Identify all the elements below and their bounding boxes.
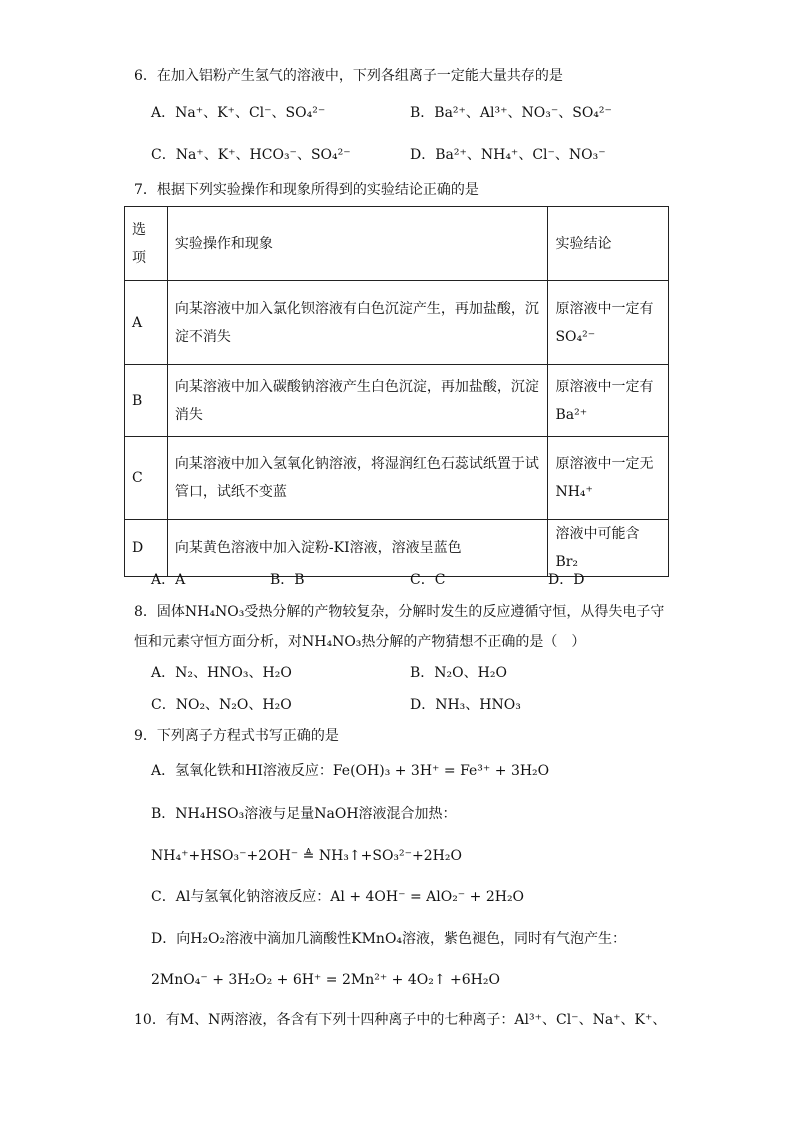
table-row <box>125 365 669 437</box>
row-option: D <box>125 520 168 577</box>
q8-stem-line1: 8．固体NH₄NO₃受热分解的产物较复杂，分解时发生的反应遵循守恒，从得失电子守 <box>134 604 665 620</box>
row-conclusion: 溶液中可能含Br₂ <box>548 520 669 577</box>
q7-experiment-table <box>124 206 669 577</box>
q9-option-d: D．向H₂O₂溶液中滴加几滴酸性KMnO₄溶液，紫色褪色，同时有气泡产生： <box>151 931 627 947</box>
q6-option-d: D．Ba²⁺、NH₄⁺、Cl⁻、NO₃⁻ <box>410 147 606 163</box>
q9-stem: 9．下列离子方程式书写正确的是 <box>134 728 339 744</box>
q6-stem: 6．在加入铝粉产生氢气的溶液中，下列各组离子一定能大量共存的是 <box>134 68 563 84</box>
row-option: C <box>125 437 168 520</box>
table-row <box>125 281 669 365</box>
table-row <box>125 437 669 520</box>
row-conclusion: 原溶液中一定无NH₄⁺ <box>548 437 669 520</box>
table-header-row <box>125 207 669 281</box>
q6-option-c: C．Na⁺、K⁺、HCO₃⁻、SO₄²⁻ <box>151 147 351 163</box>
header-conclusion: 实验结论 <box>548 207 669 281</box>
q7-stem: 7．根据下列实验操作和现象所得到的实验结论正确的是 <box>134 182 479 198</box>
row-operation: 向某黄色溶液中加入淀粉-KI溶液，溶液呈蓝色 <box>167 520 548 577</box>
table-row <box>125 520 669 577</box>
row-operation: 向某溶液中加入碳酸钠溶液产生白色沉淀，再加盐酸，沉淀消失 <box>167 365 548 437</box>
q9-option-a: A．氢氧化铁和HI溶液反应：Fe(OH)₃ + 3H⁺ = Fe³⁺ + 3H₂O <box>151 763 550 779</box>
row-conclusion: 原溶液中一定有Ba²⁺ <box>548 365 669 437</box>
q8-option-d: D．NH₃、HNO₃ <box>410 697 521 713</box>
q7-choice-a: A．A <box>151 572 186 588</box>
q9-option-c: C．Al与氢氧化钠溶液反应：Al + 4OH⁻ = AlO₂⁻ + 2H₂O <box>151 889 525 905</box>
row-conclusion: 原溶液中一定有SO₄²⁻ <box>548 281 669 365</box>
header-option: 选项 <box>125 207 168 281</box>
q6-option-b: B．Ba²⁺、Al³⁺、NO₃⁻、SO₄²⁻ <box>410 105 612 121</box>
q9-option-b: B．NH₄HSO₃溶液与足量NaOH溶液混合加热： <box>151 806 457 822</box>
q7-choice-b: B．B <box>270 572 305 588</box>
q7-choice-c: C．C <box>410 572 446 588</box>
q9-option-d-equation: 2MnO₄⁻ + 3H₂O₂ + 6H⁺ = 2Mn²⁺ + 4O₂↑ +6H₂O <box>151 972 500 988</box>
header-operation: 实验操作和现象 <box>167 207 548 281</box>
row-option: A <box>125 281 168 365</box>
q6-option-a: A．Na⁺、K⁺、Cl⁻、SO₄²⁻ <box>151 105 326 121</box>
q8-option-a: A．N₂、HNO₃、H₂O <box>151 665 292 681</box>
q8-stem-line2: 恒和元素守恒方面分析，对NH₄NO₃热分解的产物猜想不正确的是（ ） <box>134 634 586 650</box>
row-operation: 向某溶液中加入氢氧化钠溶液，将湿润红色石蕊试纸置于试管口，试纸不变蓝 <box>167 437 548 520</box>
q8-option-c: C．NO₂、N₂O、H₂O <box>151 697 292 713</box>
row-option: B <box>125 365 168 437</box>
q10-stem: 10．有M、N两溶液，各含有下列十四种离子中的七种离子：Al³⁺、Cl⁻、Na⁺、K⁺、 <box>134 1012 667 1028</box>
row-operation: 向某溶液中加入氯化钡溶液有白色沉淀产生，再加盐酸，沉淀不消失 <box>167 281 548 365</box>
q7-choice-d: D．D <box>548 572 585 588</box>
q9-option-b-equation: NH₄⁺+HSO₃⁻+2OH⁻ ≜ NH₃↑+SO₃²⁻+2H₂O <box>151 848 462 864</box>
q8-option-b: B．N₂O、H₂O <box>410 665 507 681</box>
